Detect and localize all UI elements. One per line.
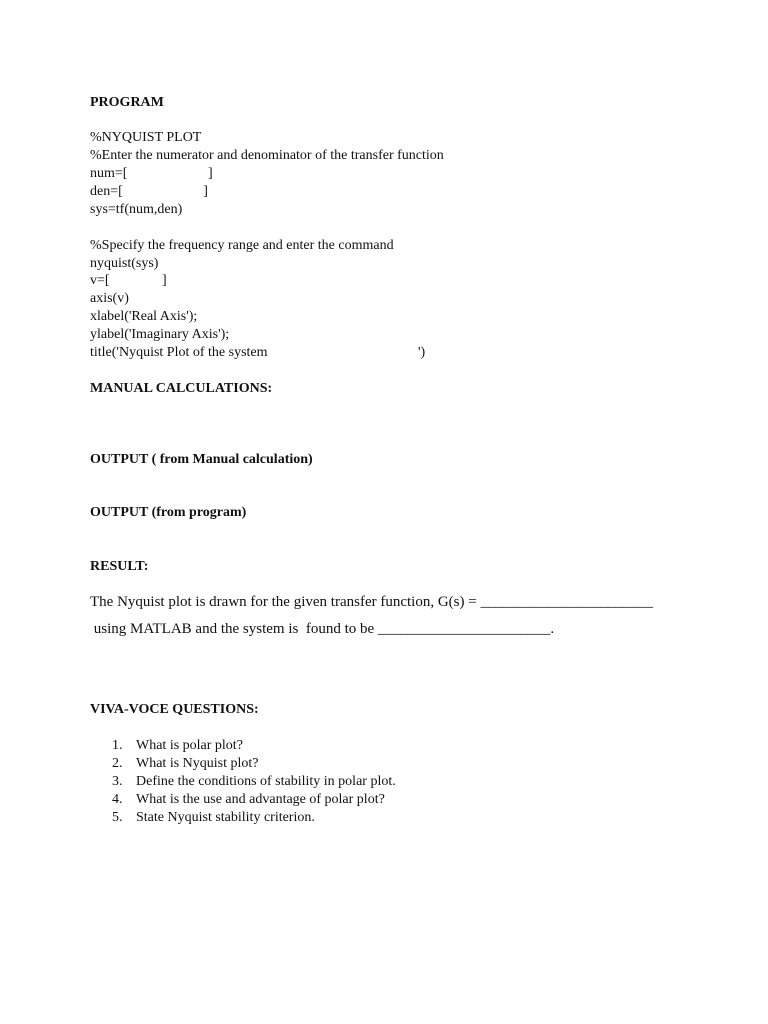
- code-line: title('Nyquist Plot of the system '): [90, 345, 426, 360]
- list-item-text: What is polar plot?: [136, 738, 243, 753]
- list-item-number: 5.: [112, 810, 123, 825]
- code-line: den=[ ]: [90, 184, 208, 199]
- list-item-text: What is Nyquist plot?: [136, 756, 259, 771]
- list-item-number: 2.: [112, 756, 123, 771]
- program-heading: PROGRAM: [90, 95, 164, 110]
- manual-calculations-heading: MANUAL CALCULATIONS:: [90, 381, 273, 396]
- code-line: axis(v): [90, 291, 129, 306]
- result-text-line: The Nyquist plot is drawn for the given transfer function, G(s) = _______________________: [90, 594, 653, 610]
- code-line: %Specify the frequency range and enter the command: [90, 238, 394, 253]
- list-item-text: Define the conditions of stability in polar plot.: [136, 774, 396, 789]
- list-item-text: What is the use and advantage of polar plot?: [136, 792, 385, 807]
- code-line: xlabel('Real Axis');: [90, 309, 198, 324]
- code-line: num=[ ]: [90, 166, 213, 181]
- code-line: v=[ ]: [90, 273, 167, 288]
- viva-voce-heading: VIVA-VOCE QUESTIONS:: [90, 702, 259, 717]
- list-item-number: 4.: [112, 792, 123, 807]
- result-text-line: using MATLAB and the system is found to be _______________________.: [90, 621, 555, 637]
- output-manual-heading: OUTPUT ( from Manual calculation): [90, 452, 313, 467]
- result-heading: RESULT:: [90, 559, 149, 574]
- list-item-number: 3.: [112, 774, 123, 789]
- code-line: %NYQUIST PLOT: [90, 130, 202, 145]
- list-item-number: 1.: [112, 738, 123, 753]
- code-line: %Enter the numerator and denominator of the transfer function: [90, 148, 444, 163]
- list-item-text: State Nyquist stability criterion.: [136, 810, 315, 825]
- code-line: nyquist(sys): [90, 256, 159, 271]
- output-program-heading: OUTPUT (from program): [90, 505, 247, 520]
- code-line: ylabel('Imaginary Axis');: [90, 327, 230, 342]
- code-line: sys=tf(num,den): [90, 202, 183, 217]
